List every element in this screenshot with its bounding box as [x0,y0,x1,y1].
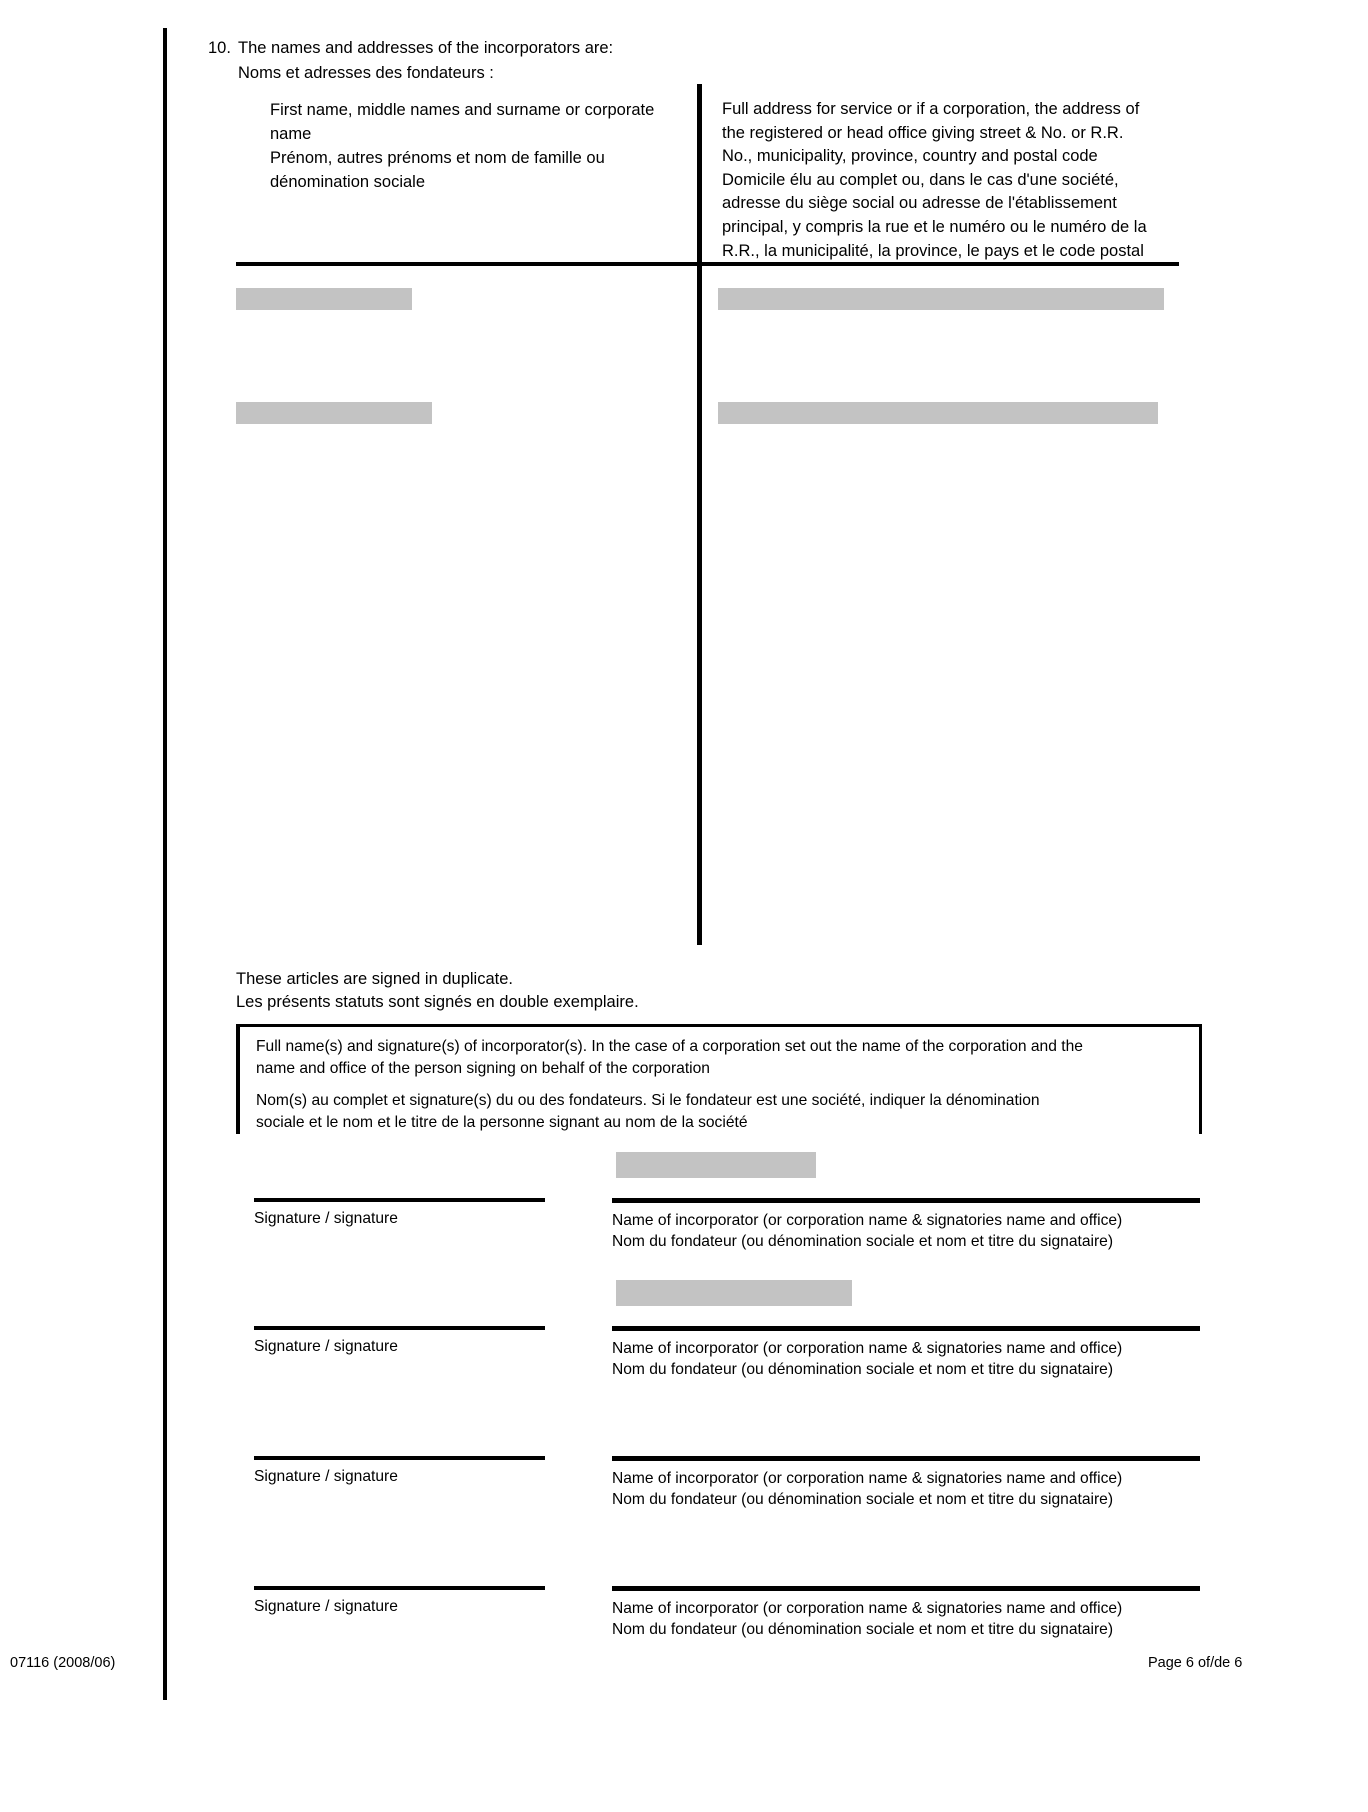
column-header-address-fr-1: Domicile élu au complet ou, dans le cas d'une société, [722,170,1119,189]
footer-page-number: Page 6 of/de 6 [1148,1655,1243,1671]
column-header-name [270,98,690,194]
signature-row-4-name-label [612,1598,1122,1640]
signature-row-2-signature-label: Signature / signature [254,1338,398,1355]
instruction-box-text [256,1036,1196,1134]
signature-row-3-signature-line[interactable] [254,1456,545,1460]
signature-row-1-name-redaction [616,1152,816,1178]
table-row-1-address-redaction [718,288,1164,310]
column-header-address-en-2: the registered or head office giving street & No. or R.R. [722,123,1124,142]
column-header-address-en-3: No., municipality, province, country and postal code [722,147,1098,166]
signature-row-2-name-label-en: Name of incorporator (or corporation name & signatories name and office) [612,1340,1123,1357]
signature-row-3-name-label [612,1468,1122,1510]
signature-row-2-name-redaction [616,1280,852,1306]
column-header-address-fr-4: R.R., la municipalité, la province, le pays et le code postal [722,241,1144,260]
signature-row-1-signature-line[interactable] [254,1198,545,1202]
signature-row-2-name-label [612,1338,1122,1380]
signature-row-4-signature-line[interactable] [254,1586,545,1590]
duplicate-note-fr: Les présents statuts sont signés en double exemplaire. [236,993,639,1011]
signature-row-2-name-label-fr: Nom du fondateur (ou dénomination sociale et nom et titre du signataire) [612,1361,1114,1378]
column-header-name-fr-2: dénomination sociale [270,173,426,191]
signature-row-4-name-label-fr: Nom du fondateur (ou dénomination sociale et nom et titre du signataire) [612,1621,1114,1638]
table-row-1-name-redaction [236,288,412,310]
signature-row-4-name-label-en: Name of incorporator (or corporation name & signatories name and office) [612,1600,1123,1617]
column-header-address-fr-2: adresse du siège social ou adresse de l'établissement [722,194,1117,213]
signature-row-3-name-label-en: Name of incorporator (or corporation name & signatories name and office) [612,1470,1123,1487]
signature-row-2-name-line[interactable] [612,1326,1200,1331]
item-10-title-fr: Noms et adresses des fondateurs : [238,64,494,82]
signature-row-3-signature-label: Signature / signature [254,1468,398,1485]
column-header-name-fr-1: Prénom, autres prénoms et nom de famille ou [270,149,605,167]
left-margin-rule [163,28,167,1700]
item-10-number: 10. [208,39,231,57]
item-10-title-en: The names and addresses of the incorporators are: [238,39,614,57]
column-header-address [722,98,1192,263]
duplicate-signing-note [236,968,639,1014]
signature-row-1-name-label-en: Name of incorporator (or corporation name & signatories name and office) [612,1212,1123,1229]
column-header-name-en: First name, middle names and surname or corporate name [270,101,655,143]
table-row-2-address-redaction [718,402,1158,424]
signature-row-1-name-label [612,1210,1122,1252]
signature-row-4-signature-label: Signature / signature [254,1598,398,1615]
column-header-address-fr-3: principal, y compris la rue et le numéro ou le numéro de la [722,217,1147,236]
signature-row-1-name-line[interactable] [612,1198,1200,1203]
table-vertical-divider [697,84,702,945]
instruction-fr-1: Nom(s) au complet et signature(s) du ou des fondateurs. Si le fondateur est une société, indiquer la dénomination [256,1092,1040,1109]
item-10-heading [208,36,1038,86]
instruction-fr-2: sociale et le nom et le titre de la personne signant au nom de la société [256,1114,748,1131]
footer-form-number: 07116 (2008/06) [10,1655,116,1671]
instruction-en-1: Full name(s) and signature(s) of incorporator(s). In the case of a corporation set out the name of the corporation and the [256,1038,1083,1055]
instruction-en-2: name and office of the person signing on behalf of the corporation [256,1060,710,1077]
duplicate-note-en: These articles are signed in duplicate. [236,970,513,988]
signature-row-1-name-label-fr: Nom du fondateur (ou dénomination sociale et nom et titre du signataire) [612,1233,1114,1250]
column-header-address-en-1: Full address for service or if a corporation, the address of [722,100,1140,118]
table-row-2-name-redaction [236,402,432,424]
signature-row-2-signature-line[interactable] [254,1326,545,1330]
signature-row-3-name-line[interactable] [612,1456,1200,1461]
signature-row-3-name-label-fr: Nom du fondateur (ou dénomination sociale et nom et titre du signataire) [612,1491,1114,1508]
signature-row-1-signature-label: Signature / signature [254,1210,398,1227]
signature-row-4-name-line[interactable] [612,1586,1200,1591]
table-header-rule-left [236,262,697,266]
